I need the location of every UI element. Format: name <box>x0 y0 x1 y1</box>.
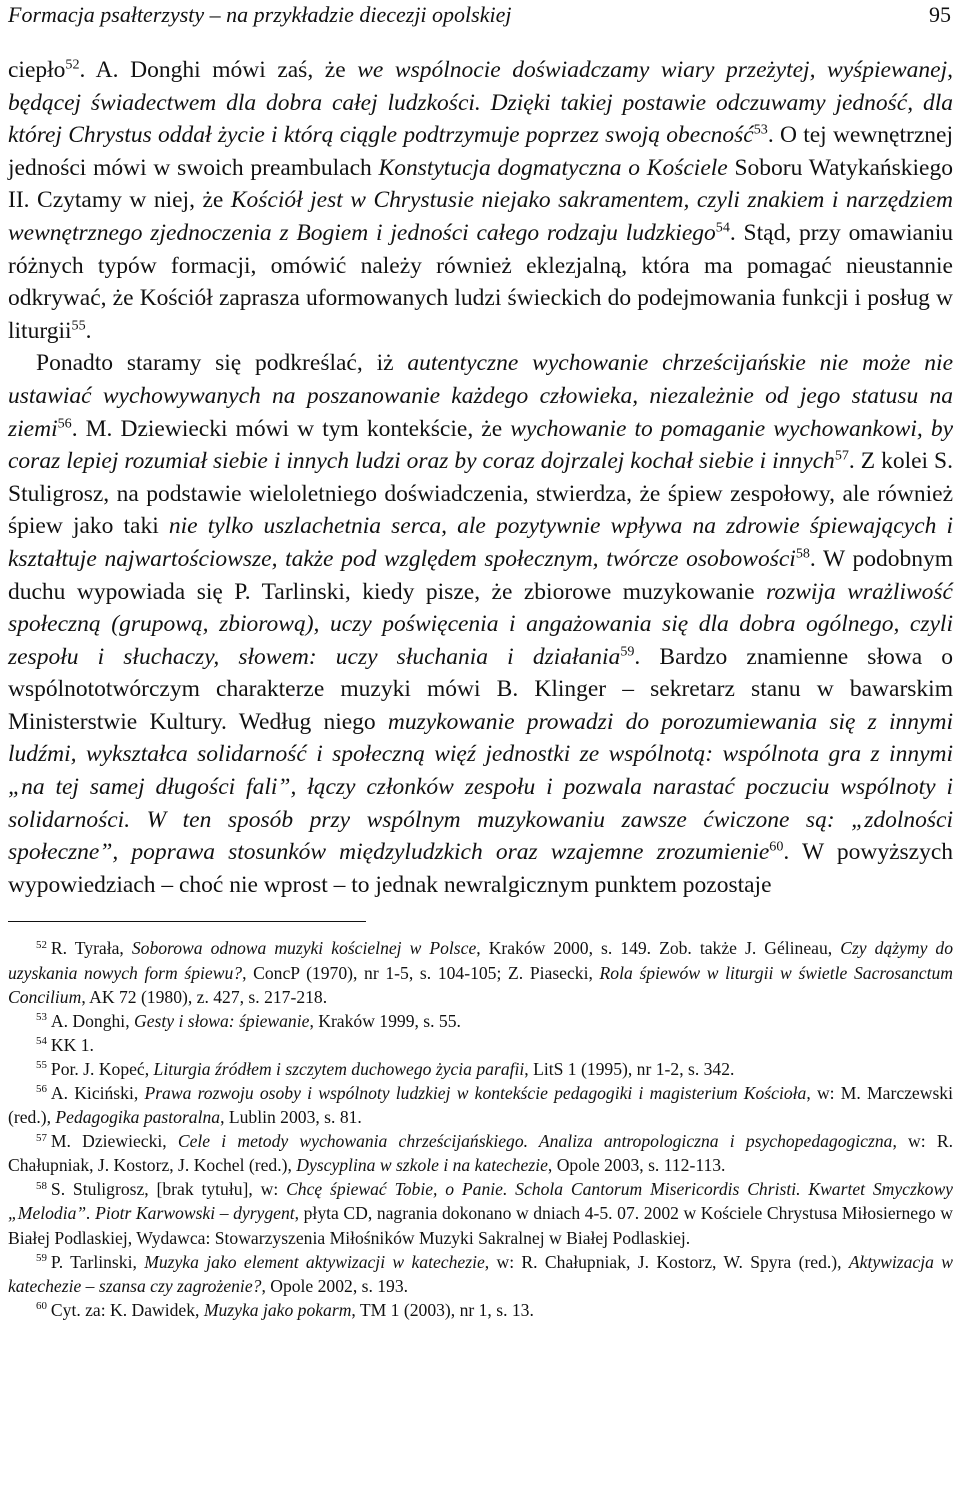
italic-run: Rola śpiewów w liturgii w świetle Sacrosanctum Concilium <box>8 962 954 1007</box>
main-text <box>8 54 953 901</box>
footnote-56 <box>8 1081 953 1129</box>
text-run: , TM 1 (2003), nr 1, s. 13. <box>351 1299 534 1320</box>
footnote-ref: 60 <box>769 838 784 855</box>
italic-run: nie tylko uszlachetnia serca, ale pozytywnie wpływa na zdrowie śpiewających i kształtuje najwartościowsze, także pod względem społecznym, twórcze osobowości <box>8 513 953 572</box>
italic-run: Czy dążymy do uzyskania nowych form śpiewu? <box>8 938 954 983</box>
text-run: , w: M. Marczewski (red.), <box>8 1083 953 1128</box>
text-run: . W powyższych wypowiedziach – choć nie wprost – to jednak newralgicznym punktem pozostaje <box>8 839 954 898</box>
paragraph <box>8 54 953 347</box>
italic-run: Muzyka jako element aktywizacji w katechezie <box>144 1251 485 1272</box>
footnote-ref: 58 <box>795 545 810 562</box>
text-run: . M. Dziewiecki mówi w tym kontekście, że <box>71 415 511 442</box>
text-run: . <box>85 317 92 344</box>
italic-run: Muzyka jako pokarm <box>203 1299 352 1320</box>
text-run: A. Donghi, <box>50 1010 134 1031</box>
italic-run: wychowanie to pomaganie wychowankowi, by coraz lepiej rozumiał siebie i innych ludzi oraz by coraz dojrzalej kochał siebie i innych <box>8 415 954 475</box>
footnotes <box>8 921 953 1322</box>
footnote-ref: 54 <box>715 219 730 236</box>
text-run: , w: R. Chałupniak, J. Kostorz, J. Kochel (red.), <box>8 1131 953 1176</box>
footnote-number: 52 <box>36 938 47 951</box>
paragraph <box>8 347 953 901</box>
text-run: , Opole 2002, s. 193. <box>261 1275 409 1296</box>
footnote-ref: 52 <box>65 56 80 73</box>
footnote-58 <box>8 1177 953 1249</box>
footnote-57 <box>8 1129 953 1177</box>
footnote-59 <box>8 1250 953 1298</box>
text-run: Ponadto staramy się podkreślać, iż <box>36 350 408 377</box>
footnote-number: 54 <box>36 1035 47 1048</box>
text-run: . Bardzo znamienne słowa o wspólnototwórczym charakterze muzyki mówi B. Klinger – sekretarz stanu w bawarskim Ministerstwie Kultury. Według niego <box>8 643 953 735</box>
italic-run: Pedagogika pastoralna <box>55 1107 221 1128</box>
footnote-55 <box>8 1057 953 1081</box>
footnote-52 <box>8 936 953 1008</box>
footnote-ref: 56 <box>57 415 72 432</box>
footnote-list <box>8 936 953 1322</box>
footnote-ref: 53 <box>753 121 768 138</box>
italic-run: Gesty i słowa: śpiewanie <box>134 1010 310 1031</box>
italic-run: Cele i metody wychowania chrześcijańskiego. Analiza antropologiczna i psychopedagogiczna <box>177 1131 893 1152</box>
footnote-53 <box>8 1009 953 1033</box>
text-run: . O tej wewnętrznej jedności mówi w swoich preambulach <box>8 122 953 181</box>
text-run: . W podobnym duchu wypowiada się P. Tarlinski, kiedy pisze, że zbiorowe muzykowanie <box>8 545 953 605</box>
text-run: M. Dziewiecki, <box>50 1131 178 1152</box>
footnote-number: 53 <box>36 1011 47 1024</box>
text-run: ciepło <box>8 57 66 83</box>
text-run: , płyta CD, nagrania dokonano w dniach 4-5. 07. 2002 w Kościele Chrystusa Miłosiernego w Białej Podlaskiej, Wydawca: Stowarzyszenia Miłośników Muzyki Sakralnej w Białej Podlaskiej. <box>8 1203 953 1248</box>
footnote-number: 55 <box>36 1059 47 1072</box>
text-run: . A. Donghi mówi zaś, że <box>79 57 358 83</box>
text-run: , w: R. Chałupniak, J. Kostorz, W. Spyra (red.), <box>484 1251 849 1272</box>
footnote-number: 58 <box>36 1179 47 1192</box>
text-run: , Lublin 2003, s. 81. <box>220 1107 362 1128</box>
italic-run: Konstytucja dogmatyczna o Kościele <box>378 154 728 181</box>
italic-run: Chcę śpiewać Tobie, o Panie. Schola Cantorum Misericordis Christi. Kwartet Smyczkowy „Melodia”. Piotr Karwowski – dyrygent <box>8 1179 953 1224</box>
text-run: A. Kiciński, <box>50 1083 145 1103</box>
text-run: . Z kolei S. Stuligrosz, na podstawie wieloletniego doświadczenia, stwierdza, że śpiew zespołowy, ale również śpiew jako taki <box>8 448 953 540</box>
footnote-ref: 57 <box>834 447 849 464</box>
italic-run: Soborowa odnowa muzyki kościelnej w Polsce <box>131 938 477 959</box>
footnote-ref: 59 <box>620 643 635 660</box>
footnote-number: 57 <box>36 1131 47 1144</box>
footnote-number: 56 <box>36 1083 47 1096</box>
text-run: KK 1. <box>50 1034 94 1055</box>
italic-run: we wspólnocie doświadczamy wiary przeżytej, wyśpiewanej, będącej świadectwem dla dobra całej ludzkości. Dzięki takiej postawie odczuwamy jedność, dla której Chrystus oddał życie i którą ciągle podtrzymuje poprzez swoją obecność <box>8 57 953 149</box>
text-run: , LitS 1 (1995), nr 1-2, s. 342. <box>524 1058 735 1079</box>
page-header <box>8 0 953 40</box>
running-title: Formacja psałterzysty – na przykładzie diecezji opolskiej <box>8 2 512 27</box>
text-run: , ConcP (1970), nr 1-5, s. 104-105; Z. Piasecki, <box>242 962 600 983</box>
text-run: Cyt. za: K. Dawidek, <box>50 1299 204 1320</box>
italic-run: autentyczne wychowanie chrześcijańskie nie może nie ustawiać wychowywanych na poszanowanie każdego człowieka, niezależnie od jego statusu na ziemi <box>8 350 953 442</box>
footnote-54 <box>8 1033 953 1057</box>
text-run: . Stąd, przy omawianiu różnych typów formacji, omówić należy również eklezjalną, która ma pomagać nieustannie odkrywać, że Kościół zaprasza uformowanych ludzi świeckich do podejmowania funkcji i posług w liturgii <box>8 219 953 344</box>
footnote-60 <box>8 1298 953 1322</box>
italic-run: Liturgia źródłem i szczytem duchowego życia parafii <box>153 1058 525 1079</box>
footnote-number: 60 <box>36 1300 47 1313</box>
text-run: , Kraków 1999, s. 55. <box>309 1010 461 1031</box>
text-run: Soboru Watykańskiego II. Czytamy w niej, że <box>8 154 953 214</box>
text-run: , AK 72 (1980), z. 427, s. 217-218. <box>81 986 328 1007</box>
italic-run: Dyscyplina w szkole i na katechezie <box>296 1155 548 1176</box>
text-run: Por. J. Kopeć, <box>50 1058 154 1079</box>
italic-run: Aktywizacja w katechezie – szansa czy zagrożenie? <box>8 1251 953 1296</box>
italic-run: muzykowanie prowadzi do porozumiewania się z innymi ludźmi, wykształca solidarność i społeczną więź jednostki ze wspólnotą: wspólnota gra z innymi „na tej samej długości fali”, łączy członków zespołu i pozwala narastać poczuciu wspólnoty i solidarności. W ten sposób przy wspólnym muzykowaniu zawsze ćwiczone są: „zdolności społeczne”, poprawa stosunków międzyludzkich oraz wzajemne zrozumienie <box>8 708 953 866</box>
text-run: , Opole 2003, s. 112-113. <box>547 1155 726 1176</box>
italic-run: rozwija wrażliwość społeczną (grupową, zbiorową), uczy poświęcenia i angażowania się dla dobra ogólnego, czyli zespołu i słuchaczy, słowem: uczy słuchania i działania <box>8 578 953 670</box>
footnote-number: 59 <box>36 1252 47 1265</box>
text-run: S. Stuligrosz, [brak tytułu], w: <box>50 1179 287 1200</box>
text-run: P. Tarlinski, <box>50 1251 145 1272</box>
document-page <box>8 0 953 1322</box>
italic-run: Kościół jest w Chrystusie niejako sakramentem, czyli znakiem i narzędziem wewnętrznego zjednoczenia z Bogiem i jedności całego rodzaju ludzkiego <box>8 187 953 246</box>
text-run: , Kraków 2000, s. 149. Zob. także J. Gélineau, <box>476 938 841 959</box>
footnote-rule <box>8 921 366 922</box>
footnote-ref: 55 <box>71 317 86 334</box>
italic-run: Prawa rozwoju osoby i wspólnoty ludzkiej w kontekście pedagogiki i magisterium Kościoła <box>144 1083 807 1103</box>
text-run: R. Tyrała, <box>50 938 132 959</box>
page-number: 95 <box>929 2 951 27</box>
